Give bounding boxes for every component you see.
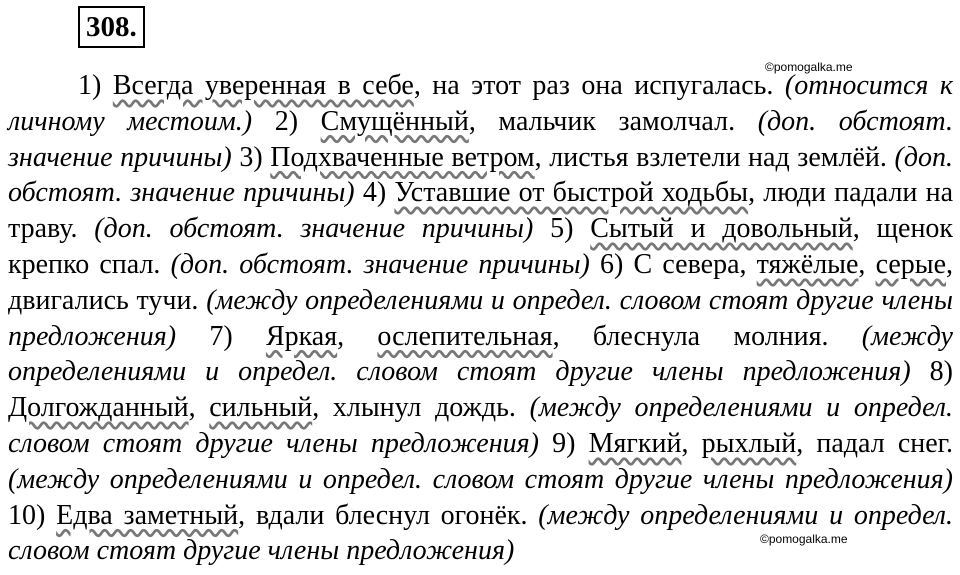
definition-1: Яркая (265, 320, 338, 352)
participial-phrase: Всегда уверенная в себе (112, 70, 414, 101)
participial-phrase: Сытый и довольный (590, 213, 853, 245)
item-number: 8) (929, 356, 953, 388)
sentence-rest: , щенок крепко спал. (8, 213, 954, 280)
definition-1: тяжёлые (756, 248, 859, 280)
definition-2: сильный (209, 392, 313, 424)
sentence-rest: , двигались тучи. (8, 248, 954, 316)
explanation: (между определениями и определ. словом стоят другие члены предложения) (8, 284, 953, 352)
item-number: 9) (552, 427, 576, 459)
exercise-text (8, 68, 953, 569)
participial-phrase: Уставшие от быстрой ходьбы (394, 177, 749, 209)
item-number: 7) (209, 320, 233, 352)
explanation: (между определениями и определ. словом стоят другие члены предложения) (8, 463, 953, 495)
explanation: (между определениями и определ. словом стоят другие члены предложения) (8, 392, 954, 459)
item-number: 2) (274, 105, 299, 137)
sentence-rest: , блеснула молния. (552, 320, 862, 352)
definition-2: серые (875, 248, 947, 280)
exercise-number: 308. (78, 6, 145, 48)
explanation: (доп. обстоят. значение причины) (8, 141, 954, 209)
explanation: (доп. обстоят. значение причины) (8, 105, 953, 173)
separator: , (858, 248, 876, 280)
item-number: 1) (78, 70, 102, 101)
participial-phrase: Подхваченные ветром (270, 141, 535, 173)
item-number: 3) (239, 141, 263, 173)
sentence-rest: , хлынул дождь. (312, 392, 530, 424)
explanation: (между определениями и определ. словом стоят другие члены предложения) (8, 320, 953, 388)
item-number: 6) (600, 248, 624, 280)
separator: , (188, 392, 210, 424)
sentence-rest: , мальчик замолчал. (468, 105, 758, 137)
separator: , (681, 427, 702, 459)
participial-phrase: Смущённый (320, 105, 469, 137)
watermark-top: ©pomogalka.me (765, 60, 853, 74)
sentence-rest: , вдали блеснул огонёк. (238, 499, 539, 531)
exercise-paragraph (8, 68, 953, 569)
item-number: 4) (362, 177, 387, 209)
explanation: (между определениями и определ. словом стоят другие члены предложения) (8, 499, 954, 567)
item-number: 5) (550, 213, 574, 245)
sentence-rest: , люди падали на траву. (8, 177, 954, 245)
definition-1: Долгожданный (8, 392, 189, 424)
sentence-rest: , листья взлетели над землёй. (534, 141, 895, 173)
watermark-bottom: ©pomogalka.me (760, 532, 848, 546)
item-number: 10) (8, 499, 46, 531)
explanation: (относится к личному местоим.) (8, 70, 954, 137)
definition-1: Мягкий (588, 427, 682, 459)
explanation: (доп. обстоят. значение причины) (94, 213, 534, 245)
explanation: (доп. обстоят. значение причины) (170, 248, 590, 280)
separator: , (337, 320, 378, 352)
sentence-rest: , падал снег. (796, 427, 954, 459)
definition-2: рыхлый (701, 427, 797, 459)
definition-2: ослепительная (377, 320, 553, 352)
participial-phrase: Едва заметный (56, 499, 239, 531)
sentence-start: С севера, (633, 248, 757, 280)
sentence-rest: , на этот раз она испугалась. (413, 70, 785, 101)
